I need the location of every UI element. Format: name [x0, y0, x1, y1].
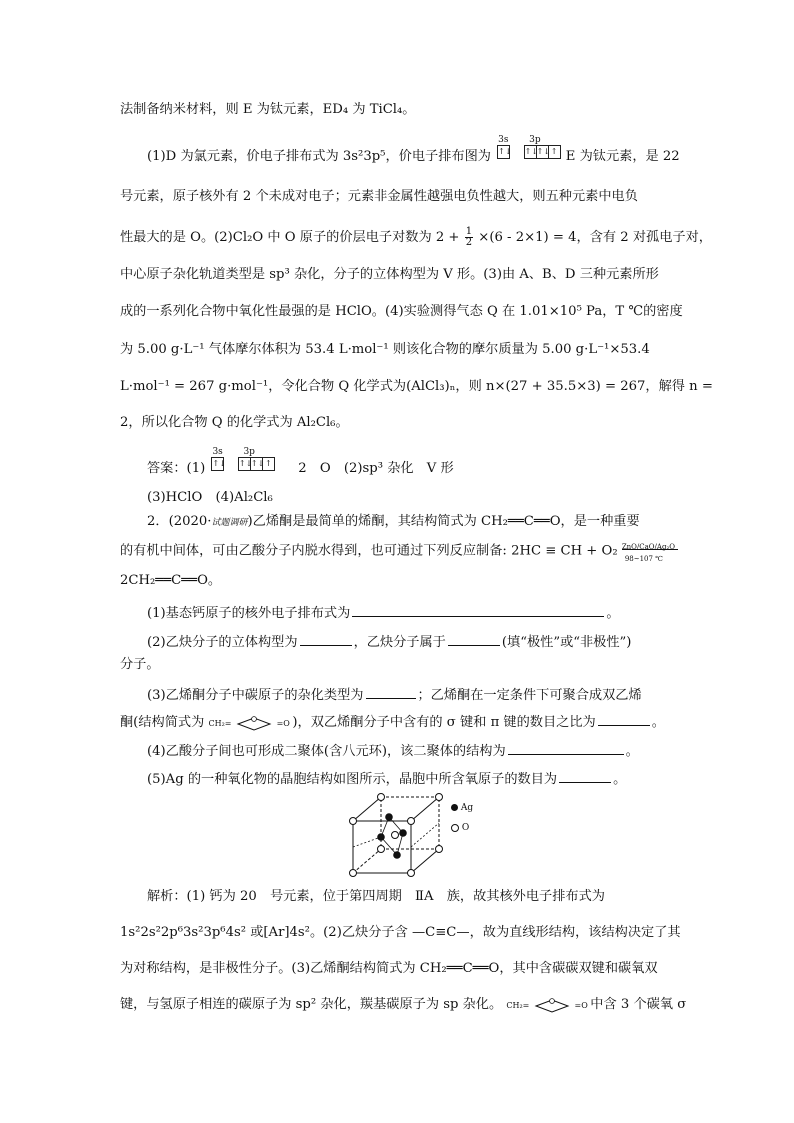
solution-line-2: [120, 924, 681, 942]
text-segment: 。: [613, 772, 627, 787]
diketene-right-label: =O: [276, 719, 290, 728]
orbital-box-3s: ↑↓: [211, 457, 224, 471]
sub-question-4: [147, 741, 639, 761]
text-segment: (2)乙炔分子含 —C≡C—，故为直线形结构，该结构决定了其: [323, 925, 681, 940]
diketene-left-label: CH₂=: [208, 719, 232, 728]
text-segment: (1)D 为氯元素，价电子排布式为 3s²3p⁵，价电子排布图为: [147, 149, 491, 164]
question-2-line-3: 2CH₂══C══O。: [120, 573, 222, 588]
legend-ag-label: Ag: [460, 803, 474, 813]
orbital-box-3p: ↑: [548, 145, 561, 159]
orbital-box-3p: ↑↓: [250, 457, 263, 471]
answer-label: 答案：(1): [147, 461, 206, 476]
o-atom: [436, 794, 443, 801]
o-atom: [392, 832, 399, 839]
text-segment: 的有机中间体，可由乙酸分子内脱水得到，也可通过下列反应制备: 2HC ≡ CH + O₂: [120, 543, 618, 559]
text-line-4: [120, 227, 712, 248]
answer-blank[interactable]: [559, 769, 611, 783]
answer-blank[interactable]: [508, 741, 624, 755]
text-segment: ；乙烯酮在一定条件下可聚合成双乙烯: [417, 688, 642, 703]
answer-line-1: [147, 446, 454, 478]
answer-line-2: (3)HClO (4)Al₂Cl₆: [147, 490, 273, 505]
sub-question-1: [147, 603, 620, 623]
text-segment: 。: [651, 715, 665, 730]
text-line-6: 成的一系列化合物中氧化性最强的是 HClO。(4)实验测得气态 Q 在 1.01×10⁵ Pa，T ℃的密度: [120, 304, 683, 319]
fraction: [465, 227, 473, 248]
text-segment: 。: [625, 744, 639, 759]
text-segment: E 为钛元素，是 22: [565, 149, 680, 164]
o-atom: [350, 870, 357, 877]
text-line-3: 号元素，原子核外有 2 个未成对电子；元素非金属性越强电负性越大，则五种元素中电负: [120, 189, 638, 204]
question-2-line-1: [147, 513, 640, 532]
diketene-ring-icon: [532, 998, 572, 1014]
text-line-1: 法制备纳米材料，则 E 为钛元素，ED₄ 为 TiCl₄。: [120, 102, 416, 117]
text-segment: 2 O (2)sp³ 杂化 V 形: [298, 461, 454, 476]
orbital-box-3p: ↑↓: [536, 145, 549, 159]
reaction-condition-top: ZnO/CaO/Ag₂O: [621, 543, 675, 551]
sub-question-3-cont: [120, 712, 665, 733]
crystal-cell-diagram: [345, 793, 445, 879]
o-atom: [408, 870, 415, 877]
orbital-box-3p: ↑: [262, 457, 275, 471]
answer-blank[interactable]: [598, 712, 650, 726]
diketene-ring-icon: [234, 716, 274, 732]
orbital-box-3p: ↑↓: [238, 457, 251, 471]
ag-atom: [393, 851, 401, 859]
ag-atom: [385, 813, 393, 821]
text-segment: 性最大的是 O。(2)Cl₂O 中 O 原子的价层电子对数为 2 +: [120, 230, 460, 245]
sub-question-3: [147, 685, 642, 705]
o-atom: [378, 794, 385, 801]
solution-line-4: [120, 996, 686, 1015]
source-tag: 试题调研: [211, 518, 248, 528]
ag-atom: [399, 829, 407, 837]
question-2-line-2: [120, 542, 680, 561]
diketene-structure: [208, 719, 292, 728]
text-segment: 键，与氢原子相连的碳原子为 sp² 杂化，羰基碳原子为 sp 杂化。: [120, 997, 503, 1012]
text-line-8: L·mol⁻¹ = 267 g·mol⁻¹，令化合物 Q 化学式为(AlCl₃)ₙ，则 n×(27 + 35.5×3) = 267，解得 n =: [120, 379, 713, 394]
fraction-numerator: 1: [465, 226, 473, 237]
sub-question-2-cont: 分子。: [120, 657, 160, 672]
orbital-label-3p: 3p: [243, 446, 255, 457]
text-line-2: [147, 134, 680, 166]
text-segment: (2)乙炔分子的立体构型为: [147, 635, 298, 650]
orbital-label-3s: 3s: [498, 134, 509, 145]
ag-atom: [377, 833, 385, 841]
orbital-diagram-2: [211, 446, 273, 474]
text-segment: (3)乙烯酮分子中碳原子的杂化类型为: [147, 688, 364, 703]
solution-line-1: 解析：(1) 钙为 20 号元素，位于第四周期 ⅡA 族，故其核外电子排布式为: [147, 889, 605, 904]
text-line-9: 2，所以化合物 Q 的化学式为 Al₂Cl₆。: [120, 415, 349, 430]
text-segment: ×(6 - 2×1) = 4，含有 2 对孤电子对，: [478, 230, 712, 245]
answer-blank[interactable]: [448, 632, 500, 646]
solution-line-3: 为对称结构，是非极性分子。(3)乙烯酮结构简式为 CH₂══C══O，其中含碳碳双键和碳氧双: [120, 961, 658, 976]
legend-o-label: O: [461, 823, 470, 833]
fraction-denominator: 2: [465, 237, 473, 248]
diketene-right-label: =O: [574, 1001, 588, 1010]
sub-question-2: [147, 632, 631, 652]
o-atom: [408, 818, 415, 825]
orbital-label-3s: 3s: [212, 446, 223, 457]
o-legend-icon: [451, 824, 459, 832]
answer-blank[interactable]: [366, 685, 416, 699]
orbital-label-3p: 3p: [529, 134, 541, 145]
orbital-box-3p: ↑↓: [524, 145, 537, 159]
text-segment: (5)Ag 的一种氧化物的晶胞结构如图所示，晶胞中所含氧原子的数目为: [147, 772, 558, 787]
crystal-cell-figure: [345, 793, 495, 879]
text-segment: (1)基态钙原子的核外电子排布式为: [147, 606, 351, 621]
text-line-7: 为 5.00 g·L⁻¹ 气体摩尔体积为 53.4 L·mol⁻¹ 则该化合物的摩尔质量为 5.00 g·L⁻¹×53.4: [120, 342, 650, 357]
legend-o: [451, 823, 469, 833]
orbital-box-3s: ↑↓: [497, 145, 510, 159]
text-segment: (4)乙酸分子间也可形成二聚体(含八元环)，该二聚体的结构为: [147, 744, 506, 759]
legend-ag: [451, 803, 473, 813]
text-line-5: 中心原子杂化轨道类型是 sp³ 杂化，分子的立体构型为 V 形。(3)由 A、B、D 三种元素所形: [120, 267, 659, 282]
sub-question-5: [147, 769, 626, 789]
ag-legend-icon: [451, 804, 458, 811]
text-segment: (填“极性”或“非极性”): [501, 635, 632, 650]
diketene-left-label: CH₂=: [506, 1001, 530, 1010]
diketene-structure-inline: [506, 1001, 590, 1010]
reaction-condition-bottom: 98~107 ℃: [624, 555, 664, 563]
text-segment: )乙烯酮是最简单的烯酮，其结构简式为 CH₂══C══O，是一种重要: [247, 514, 640, 529]
reaction-arrow: [621, 542, 680, 563]
answer-blank[interactable]: [352, 603, 604, 617]
text-segment: ，乙炔分子属于: [353, 635, 446, 650]
o-atom: [350, 818, 357, 825]
o-atom: [436, 846, 443, 853]
text-segment: 1s²2s²2p⁶3s²3p⁶4s² 或[Ar]4s²。: [120, 925, 324, 940]
orbital-diagram-1: [497, 134, 559, 162]
text-segment: 酮(结构简式为: [120, 715, 205, 730]
text-segment: 。: [606, 606, 620, 621]
text-segment: 2．(2020·: [147, 514, 212, 529]
text-segment: )，双乙烯酮分子中含有的 σ 键和 π 键的数目之比为: [292, 715, 596, 730]
answer-blank[interactable]: [300, 632, 352, 646]
text-segment: 中含 3 个碳氧 σ: [590, 997, 687, 1012]
o-atom: [378, 846, 385, 853]
